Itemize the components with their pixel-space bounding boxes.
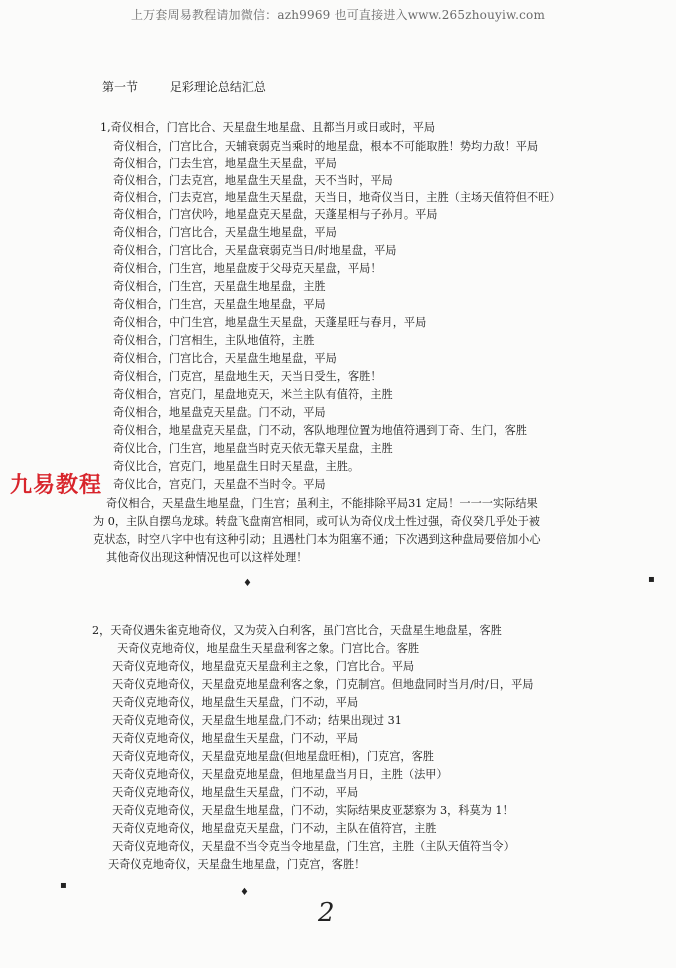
block1-line: 1,奇仪相合，门宫比合、天星盘生地星盘、且都当月或日或时，平局 <box>100 121 436 134</box>
block1-line: 奇仪相合，门宫比合，天辅衰弱克当乘时的地星盘，根本不可能取胜！势均力敌！平局 <box>113 140 539 153</box>
block2-line: 天奇仪克地奇仪，天星盘不当令克当令地星盘，门生宫，主胜（主队天值符当令） <box>112 840 515 853</box>
watermark-text: 九易教程 <box>10 473 103 498</box>
block1-line: 奇仪相合，中门生宫，地星盘生天星盘，天蓬星旺与春月，平局 <box>113 316 427 329</box>
page-number: 2 <box>318 898 335 928</box>
block2-line: 2，天奇仪遇朱雀克地奇仪，又为荧入白利客，虽门宫比合，天盘星生地盘星，客胜 <box>92 624 502 637</box>
block1-line: 奇仪相合，门宫相生，主队地值符，主胜 <box>113 334 315 347</box>
block2-line: 天奇仪克地奇仪，地星盘生天星盘利客之象。门宫比合。客胜 <box>117 642 420 655</box>
block2-line: 天奇仪克地奇仪，天星盘克地星盘(但地星盘旺相)，门克宫，客胜 <box>112 750 434 763</box>
block1-line: 奇仪相合，门去克宫，地星盘生天星盘，天不当时，平局 <box>113 174 393 187</box>
scan-mark: ▪ <box>648 574 655 585</box>
block1-line: 奇仪相合，地星盘克天星盘。门不动，平局 <box>113 406 326 419</box>
block1-line: 奇仪相合，门宫比合，天星盘生地星盘，平局 <box>113 352 337 365</box>
block1-line: 奇仪相合，宫克门，星盘地克天，米兰主队有值符，主胜 <box>113 388 393 401</box>
block2-line: 天奇仪克地奇仪，天星盘生地星盘，门克宫，客胜！ <box>108 858 366 871</box>
block1-line: 奇仪相合，门克宫，星盘地生天，天当日受生，客胜！ <box>113 370 382 383</box>
section-number: 第一节 <box>102 80 139 94</box>
scan-mark: ♦ <box>240 887 249 898</box>
block2-line: 天奇仪克地奇仪，天星盘克地星盘利客之象，门克制宫。但地盘同时当月/时/日，平局 <box>112 678 534 691</box>
block1-line: 奇仪相合，地星盘克天星盘，门不动，客队地理位置为地值符遇到丁奇、生门，客胜 <box>113 424 527 437</box>
block2-line: 天奇仪克地奇仪，天星盘生地星盘,门不动；结果出现过 31 <box>112 714 402 727</box>
header-banner: 上万套周易教程请加微信：azh9969 也可直接进入www.265zhouyiw.com <box>130 8 546 22</box>
block1-line: 奇仪比合，门生宫，地星盘当时克天依无靠天星盘，主胜 <box>113 442 393 455</box>
block1-line: 奇仪比合，宫克门，天星盘不当时令。平局 <box>113 478 326 491</box>
block1-line: 奇仪相合，门生宫，天星盘生地星盘，主胜 <box>113 280 326 293</box>
scan-mark: ♦ <box>243 578 252 589</box>
block1-line: 克状态，时空八字中也有这种引动；且遇杜门本为阻塞不通；下次遇到这种盘局要倍加小心 <box>93 533 541 546</box>
block2-line: 天奇仪克地奇仪，天星盘生地星盘，门不动，实际结果皮亚瑟察为 3，科莫为 1！ <box>112 804 514 817</box>
block2-line: 天奇仪克地奇仪，天星盘克地星盘，但地星盘当月日，主胜（法甲） <box>112 768 448 781</box>
block1-line: 奇仪相合，门生宫，地星盘废于父母克天星盘，平局！ <box>113 262 382 275</box>
block1-line: 奇仪相合，天星盘生地星盘，门生宫；虽利主，不能排除平局31 定局！一一一实际结果 <box>106 497 538 510</box>
block1-line: 奇仪相合，门宫伏吟，地星盘克天星盘，天蓬星相与子孙月。平局 <box>113 208 438 221</box>
scan-mark: ▪ <box>60 880 67 891</box>
block1-line: 奇仪相合，门生宫，天星盘生地星盘，平局 <box>113 298 326 311</box>
block2-line: 天奇仪克地奇仪，地星盘生天星盘，门不动，平局 <box>112 732 359 745</box>
block1-line: 奇仪比合，宫克门，地星盘生日时天星盘，主胜。 <box>113 460 360 473</box>
block1-line: 为 0，主队自摆乌龙球。转盘飞盘南宫相同，或可认为奇仪戊土性过强，奇仪癸几乎处于被 <box>93 515 540 528</box>
block2-line: 天奇仪克地奇仪，地星盘生天星盘，门不动，平局 <box>112 696 359 709</box>
block1-line: 奇仪相合，门宫比合，天星盘生地星盘，平局 <box>113 226 337 239</box>
block2-line: 天奇仪克地奇仪，地星盘生天星盘，门不动，平局 <box>112 786 359 799</box>
block1-line: 奇仪相合，门宫比合，天星盘衰弱克当日/时地星盘，平局 <box>113 244 397 257</box>
block2-line: 天奇仪克地奇仪，地星盘克天星盘，门不动，主队在值符宫，主胜 <box>112 822 437 835</box>
block1-line: 其他奇仪出现这种情况也可以这样处理！ <box>106 551 308 564</box>
block1-line: 奇仪相合，门去克宫，地星盘生天星盘，天当日，地奇仪当日，主胜（主场天值符但不旺） <box>113 191 561 204</box>
block1-line: 奇仪相合，门去生宫，地星盘生天星盘，平局 <box>113 157 337 170</box>
block2-line: 天奇仪克地奇仪，地星盘克天星盘利主之象，门宫比合。平局 <box>112 660 415 673</box>
section-heading <box>102 78 294 95</box>
section-title-text: 足彩理论总结汇总 <box>169 80 266 94</box>
